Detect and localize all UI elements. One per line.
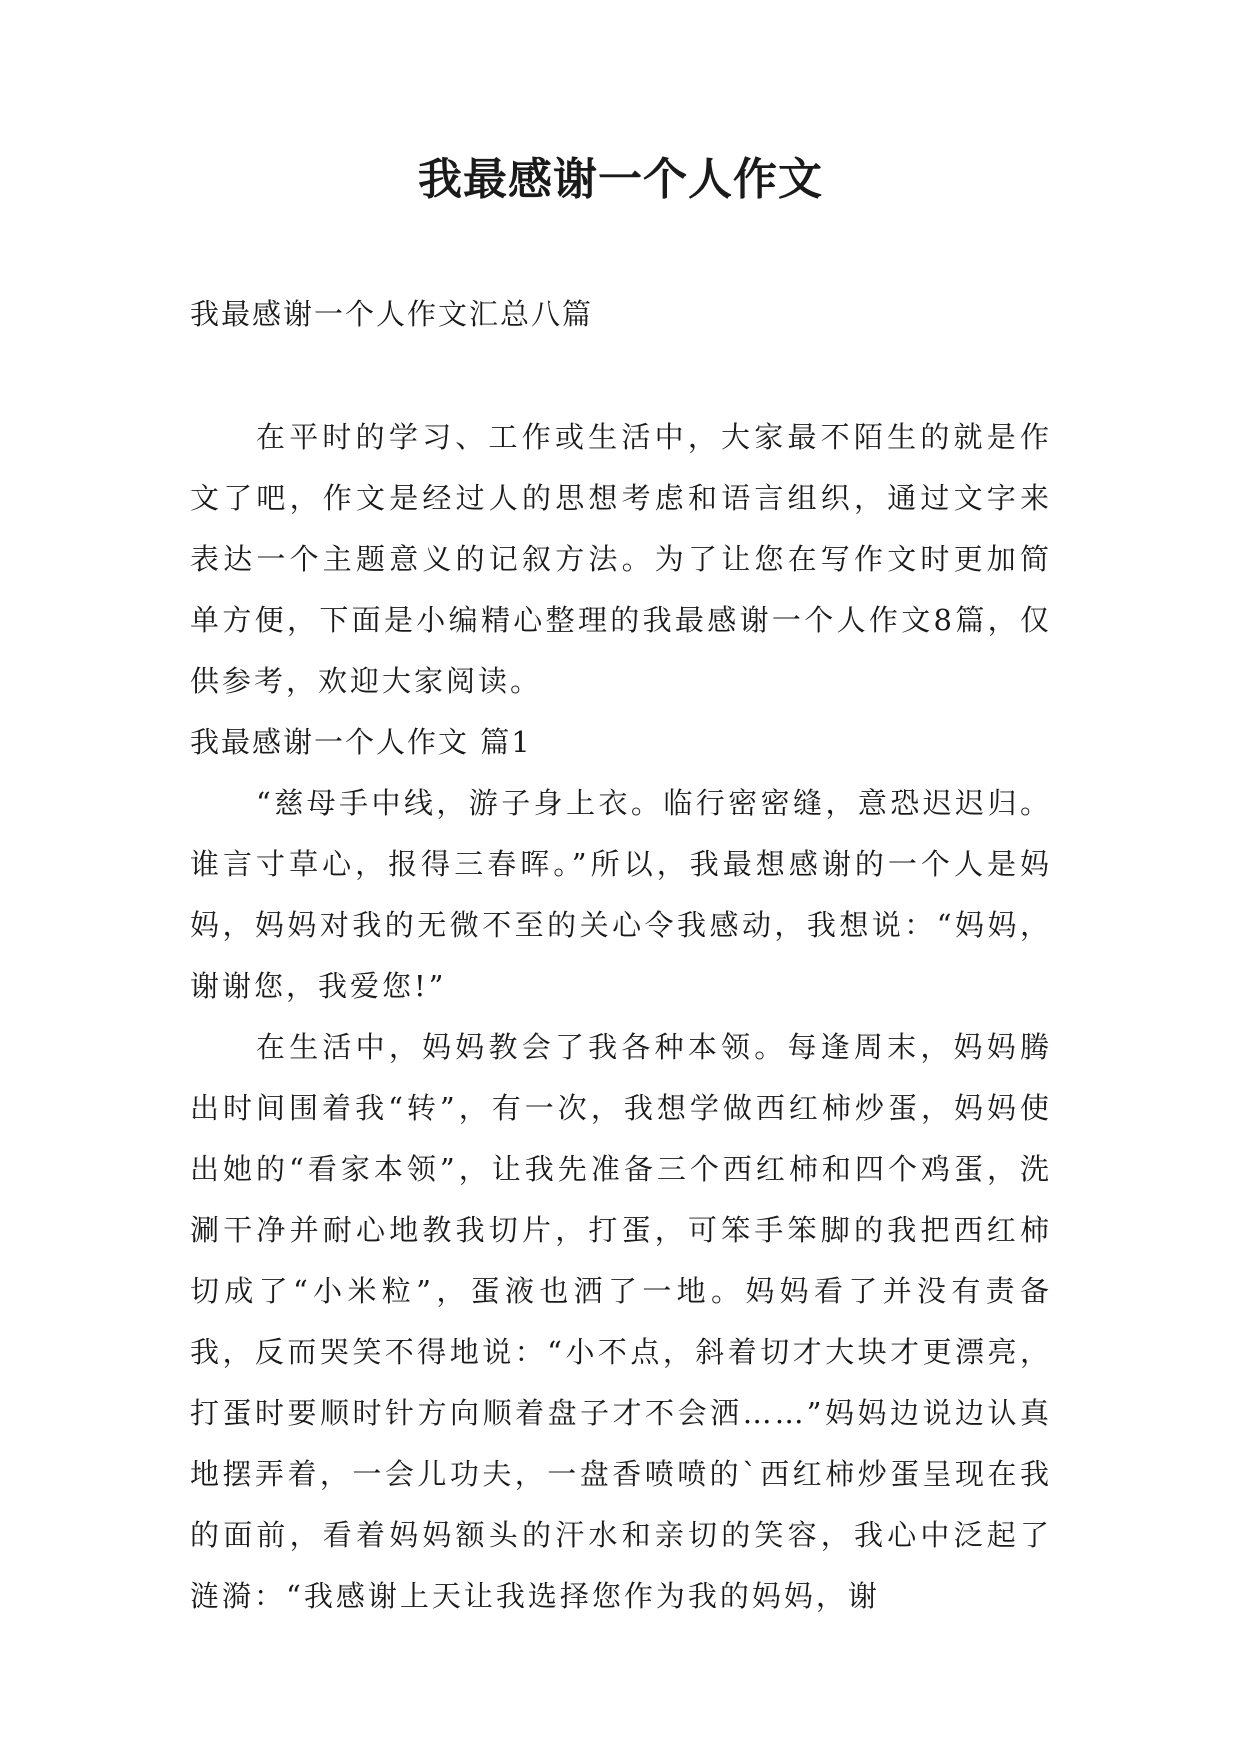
document-body	[190, 407, 1052, 1627]
document-subtitle: 我最感谢一个人作文汇总八篇	[190, 297, 594, 331]
body-paragraph-2: 在生活中，妈妈教会了我各种本领。每逢周末，妈妈腾出时间围着我“转”，有一次，我想学做西红柿炒蛋，妈妈使出她的“看家本领”，让我先准备三个西红柿和四个鸡蛋，洗涮干净并耐心地教我切片，打蛋，可笨手笨脚的我把西红柿切成了“小米粒”，蛋液也洒了一地。妈妈看了并没有责备我，反而哭笑不得地说：“小不点，斜着切才大块才更漂亮，打蛋时要顺时针方向顺着盘子才不会洒……”妈妈边说边认真地摆弄着，一会儿功夫，一盘香喷喷的`西红柿炒蛋呈现在我的面前，看着妈妈额头的汗水和亲切的笑容，我心中泛起了涟漪：“我感谢上天让我选择您作为我的妈妈，谢	[190, 1030, 1052, 1613]
intro-paragraph: 在平时的学习、工作或生活中，大家最不陌生的就是作文了吧，作文是经过人的思想考虑和语言组织，通过文字来表达一个主题意义的记叙方法。为了让您在写作文时更加简单方便，下面是小编精心整理的我最感谢一个人作文8篇，仅供参考，欢迎大家阅读。	[190, 420, 1052, 698]
section-heading: 我最感谢一个人作文 篇1	[190, 725, 532, 759]
document-title: 我最感谢一个人作文	[418, 154, 823, 205]
body-paragraph-1: “慈母手中线，游子身上衣。临行密密缝，意恐迟迟归。谁言寸草心，报得三春晖。”所以，我最想感谢的一个人是妈妈，妈妈对我的无微不至的关心令我感动，我想说：“妈妈，谢谢您，我爱您!”	[190, 786, 1052, 1003]
